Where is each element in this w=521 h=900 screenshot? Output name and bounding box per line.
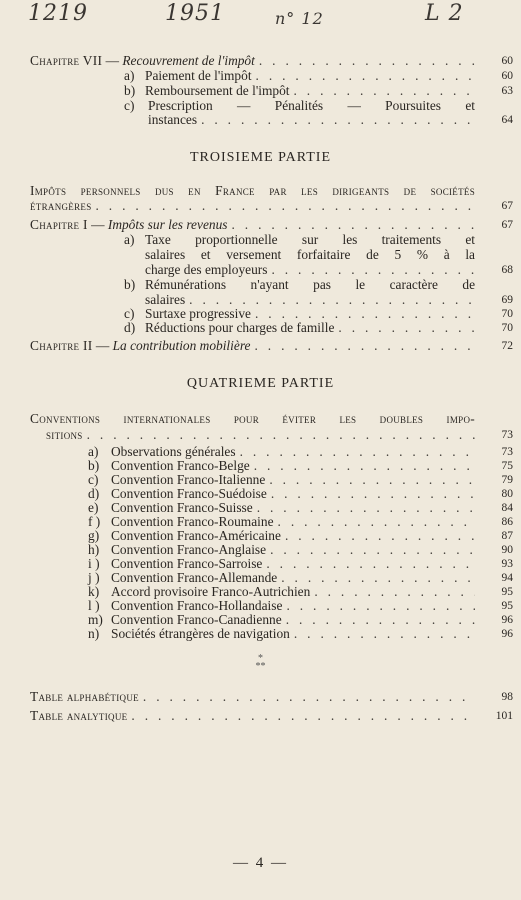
toc-intro	[0, 411, 521, 426]
dot-leader	[293, 83, 475, 98]
toc-intro	[0, 183, 521, 198]
item-letter: d)	[88, 486, 100, 501]
toc-entry	[0, 83, 521, 98]
item-letter: i )	[88, 556, 100, 571]
page-number: 96	[501, 628, 513, 640]
entry-title: Convention Franco-Roumaine	[111, 514, 274, 529]
toc-intro-continued	[0, 198, 521, 213]
entry-title: Observations générales	[111, 444, 236, 459]
entry-title: Sociétés étrangères de navigation	[111, 626, 290, 641]
item-letter: h)	[88, 542, 100, 557]
chapter-heading: Chapitre II — La contribution mobilière	[30, 338, 251, 353]
dot-leader	[271, 262, 475, 277]
entry-title: Rémunérations n'ayant pas le caractère de	[145, 277, 476, 292]
dot-leader	[257, 500, 475, 515]
toc-entry-continued	[0, 262, 521, 277]
toc-entry-continued	[0, 112, 521, 127]
toc-entry	[0, 486, 521, 501]
toc-entry	[0, 626, 521, 641]
entry-title: charge des employeurs	[145, 262, 268, 277]
entry-title: salaires et versement forfaitaire de 5 % à la	[145, 247, 475, 262]
dot-leader	[189, 292, 475, 307]
entry-title: Convention Franco-Canadienne	[111, 612, 282, 627]
toc-entry	[0, 444, 521, 459]
page-number: 95	[501, 586, 513, 598]
page-number: 96	[501, 614, 513, 626]
dot-leader	[232, 217, 476, 232]
dot-leader	[269, 472, 475, 487]
item-letter: c)	[88, 472, 99, 487]
entry-title: Taxe proportionnelle sur les traitements et	[145, 232, 475, 247]
item-letter: b)	[88, 458, 100, 473]
page-number: 70	[501, 308, 513, 320]
entry-title: Remboursement de l'impôt	[145, 83, 290, 98]
dot-leader	[271, 486, 475, 501]
dot-leader	[278, 514, 475, 529]
dot-leader	[270, 542, 475, 557]
toc-entry-chapter-1	[0, 217, 521, 232]
entry-title: Surtaxe progressive	[145, 306, 251, 321]
page-number: 73	[501, 429, 513, 441]
page-number: 67	[501, 200, 513, 212]
page-number: 69	[501, 294, 513, 306]
toc-entry-continued	[0, 292, 521, 307]
page-number: 67	[501, 219, 513, 231]
page-number: 86	[501, 516, 513, 528]
intro-text: Impôts personnels dus en France par les dirigeants de sociétés	[30, 183, 475, 198]
page-number: 80	[501, 488, 513, 500]
toc-entry	[0, 612, 521, 627]
toc-entry-table-alphabetique	[0, 689, 521, 704]
entry-title: Paiement de l'impôt	[145, 68, 252, 83]
item-letter: l )	[88, 598, 100, 613]
item-letter: m)	[88, 612, 103, 627]
page-number: 98	[501, 691, 513, 703]
toc-entry	[0, 598, 521, 613]
dot-leader	[338, 320, 475, 335]
toc-entry	[0, 68, 521, 83]
item-letter: k)	[88, 584, 100, 599]
page-number: 72	[501, 340, 513, 352]
part-heading: QUATRIEME PARTIE	[186, 376, 335, 391]
entry-title: Prescription — Pénalités — Poursuites et	[148, 98, 475, 113]
asterism: * **	[255, 653, 266, 672]
entry-title: salaires	[145, 292, 186, 307]
page-number: 94	[501, 572, 513, 584]
toc-entry	[0, 500, 521, 515]
dot-leader	[87, 427, 475, 442]
dot-leader	[143, 689, 475, 704]
item-letter: j )	[88, 570, 100, 585]
page-number: 79	[501, 474, 513, 486]
toc-entry	[0, 514, 521, 529]
toc-entry	[0, 570, 521, 585]
entry-title: Convention Franco-Anglaise	[111, 542, 267, 557]
handwritten-note: 1219	[28, 1, 88, 26]
page-number: 101	[495, 710, 513, 722]
entry-title: Réductions pour charges de famille	[145, 320, 335, 335]
page-number: 84	[501, 502, 513, 514]
page-number: 93	[501, 558, 513, 570]
dot-leader	[255, 306, 475, 321]
entry-title: Convention Franco-Allemande	[111, 570, 278, 585]
dot-leader	[254, 458, 475, 473]
dot-leader	[259, 53, 475, 68]
page-number: 64	[501, 114, 513, 126]
page-number: 63	[501, 85, 513, 97]
item-letter: a)	[88, 444, 99, 459]
item-letter: n)	[88, 626, 100, 641]
toc-entry	[0, 542, 521, 557]
dot-leader	[314, 584, 475, 599]
item-letter: c)	[124, 306, 135, 321]
dot-leader	[286, 612, 475, 627]
toc-entry-chapter-2	[0, 338, 521, 353]
entry-title: instances	[148, 112, 198, 127]
page-number: 95	[501, 600, 513, 612]
toc-entry	[0, 232, 521, 247]
dot-leader	[131, 708, 475, 723]
dot-leader	[286, 598, 475, 613]
dot-leader	[285, 528, 475, 543]
dot-leader	[254, 338, 475, 353]
toc-entry	[0, 277, 521, 292]
item-letter: a)	[124, 232, 135, 247]
dot-leader	[266, 556, 475, 571]
entry-title: Convention Franco-Belge	[111, 458, 250, 473]
page-number: 70	[501, 322, 513, 334]
chapter-heading: Chapitre VII — Recouvrement de l'impôt	[30, 53, 255, 68]
entry-title: Convention Franco-Hollandaise	[111, 598, 283, 613]
dot-leader	[201, 112, 475, 127]
handwritten-note: 1951	[165, 1, 225, 26]
intro-text: sitions	[46, 427, 83, 442]
toc-entry	[0, 306, 521, 321]
toc-entry-table-analytique	[0, 708, 521, 723]
entry-title: Accord provisoire Franco-Autrichien	[111, 584, 311, 599]
toc-entry	[0, 98, 521, 113]
entry-title: Convention Franco-Américaine	[111, 528, 281, 543]
toc-intro-continued	[0, 427, 521, 442]
item-letter: d)	[124, 320, 136, 335]
dot-leader	[294, 626, 475, 641]
dot-leader	[256, 68, 475, 83]
handwritten-note: n° 12	[275, 9, 324, 28]
entry-title: Convention Franco-Italienne	[111, 472, 266, 487]
intro-text: étrangères	[30, 198, 92, 213]
page-number: 90	[501, 544, 513, 556]
dot-leader	[96, 198, 476, 213]
part-heading: TROISIEME PARTIE	[189, 150, 332, 165]
item-letter: b)	[124, 277, 136, 292]
entry-title: Convention Franco-Sarroise	[111, 556, 263, 571]
item-letter: e)	[88, 500, 99, 515]
item-letter: b)	[124, 83, 136, 98]
page-number: 75	[501, 460, 513, 472]
intro-text: Conventions internationales pour éviter les doubles impo-	[30, 411, 476, 426]
toc-entry	[0, 472, 521, 487]
item-letter: g)	[88, 528, 100, 543]
toc-entry-continued	[0, 247, 521, 262]
toc-entry	[0, 320, 521, 335]
dot-leader	[281, 570, 475, 585]
toc-entry	[0, 528, 521, 543]
toc-entry	[0, 584, 521, 599]
entry-title: Convention Franco-Suisse	[111, 500, 253, 515]
item-letter: c)	[124, 98, 135, 113]
page-number: 68	[501, 264, 513, 276]
page-number: 73	[501, 446, 513, 458]
toc-entry	[0, 458, 521, 473]
item-letter: f )	[88, 514, 101, 529]
page-number: 60	[501, 55, 513, 67]
dot-leader	[240, 444, 475, 459]
chapter-heading: Chapitre I — Impôts sur les revenus	[30, 217, 228, 232]
toc-entry-chapter-7	[0, 53, 521, 68]
page-number: 87	[501, 530, 513, 542]
page-number: 60	[501, 70, 513, 82]
entry-title: Convention Franco-Suédoise	[111, 486, 267, 501]
item-letter: a)	[124, 68, 135, 83]
handwritten-note: L 2	[425, 1, 464, 26]
entry-title: Table alphabétique	[30, 689, 139, 704]
entry-title: Table analytique	[30, 708, 128, 723]
toc-entry	[0, 556, 521, 571]
page-footer-number: — 4 —	[233, 855, 288, 871]
